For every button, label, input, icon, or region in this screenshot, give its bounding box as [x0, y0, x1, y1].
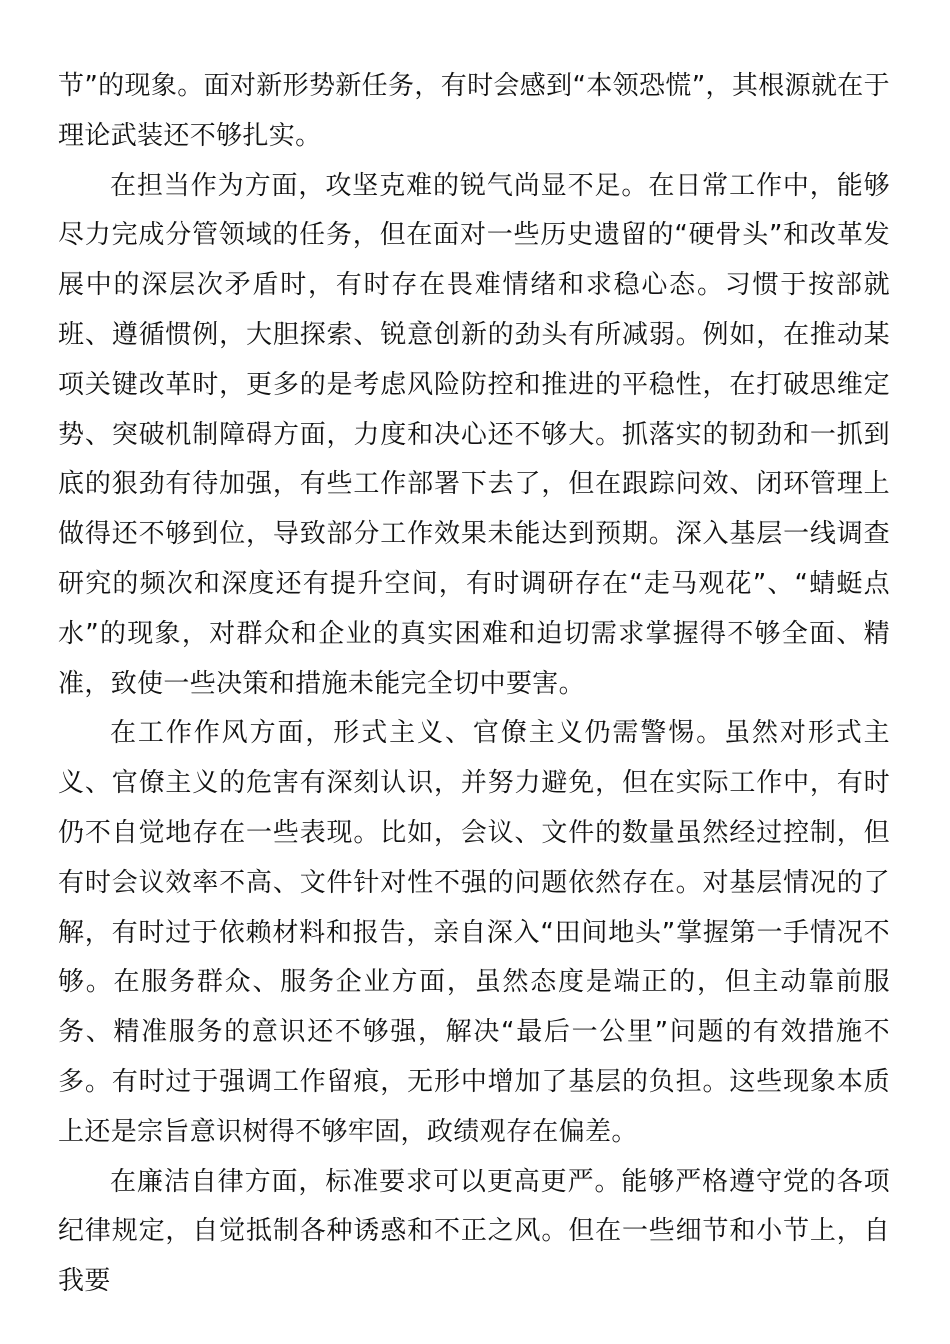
document-body: [58, 62, 890, 1307]
paragraph-1: 节”的现象。面对新形势新任务，有时会感到“本领恐慌”，其根源就在于理论武装还不够扎实。: [58, 71, 890, 151]
paragraph-4: 在廉洁自律方面，标准要求可以更高更严。能够严格遵守党的各项纪律规定，自觉抵制各种诱惑和不正之风。但在一些细节和小节上，自我要: [58, 1166, 890, 1297]
paragraph-3: 在工作作风方面，形式主义、官僚主义仍需警惕。虽然对形式主义、官僚主义的危害有深刻认识，并努力避免，但在实际工作中，有时仍不自觉地存在一些表现。比如，会议、文件的数量虽然经过控制，但有时会议效率不高、文件针对性不强的问题依然存在。对基层情况的了解，有时过于依赖材料和报告，亲自深入“田间地头”掌握第一手情况不够。在服务群众、服务企业方面，虽然态度是端正的，但主动靠前服务、精准服务的意识还不够强，解决“最后一公里”问题的有效措施不多。有时过于强调工作留痕，无形中增加了基层的负担。这些现象本质上还是宗旨意识树得不够牢固，政绩观存在偏差。: [58, 718, 890, 1147]
paragraph-2: 在担当作为方面，攻坚克难的锐气尚显不足。在日常工作中，能够尽力完成分管领域的任务，但在面对一些历史遗留的“硬骨头”和改革发展中的深层次矛盾时，有时存在畏难情绪和求稳心态。习惯于按部就班、遵循惯例，大胆探索、锐意创新的劲头有所减弱。例如，在推动某项关键改革时，更多的是考虑风险防控和推进的平稳性，在打破思维定势、突破机制障碍方面，力度和决心还不够大。抓落实的韧劲和一抓到底的狠劲有待加强，有些工作部署下去了，但在跟踪问效、闭环管理上做得还不够到位，导致部分工作效果未能达到预期。深入基层一线调查研究的频次和深度还有提升空间，有时调研存在“走马观花”、“蜻蜓点水”的现象，对群众和企业的真实困难和迫切需求掌握得不够全面、精准，致使一些决策和措施未能完全切中要害。: [58, 170, 890, 699]
